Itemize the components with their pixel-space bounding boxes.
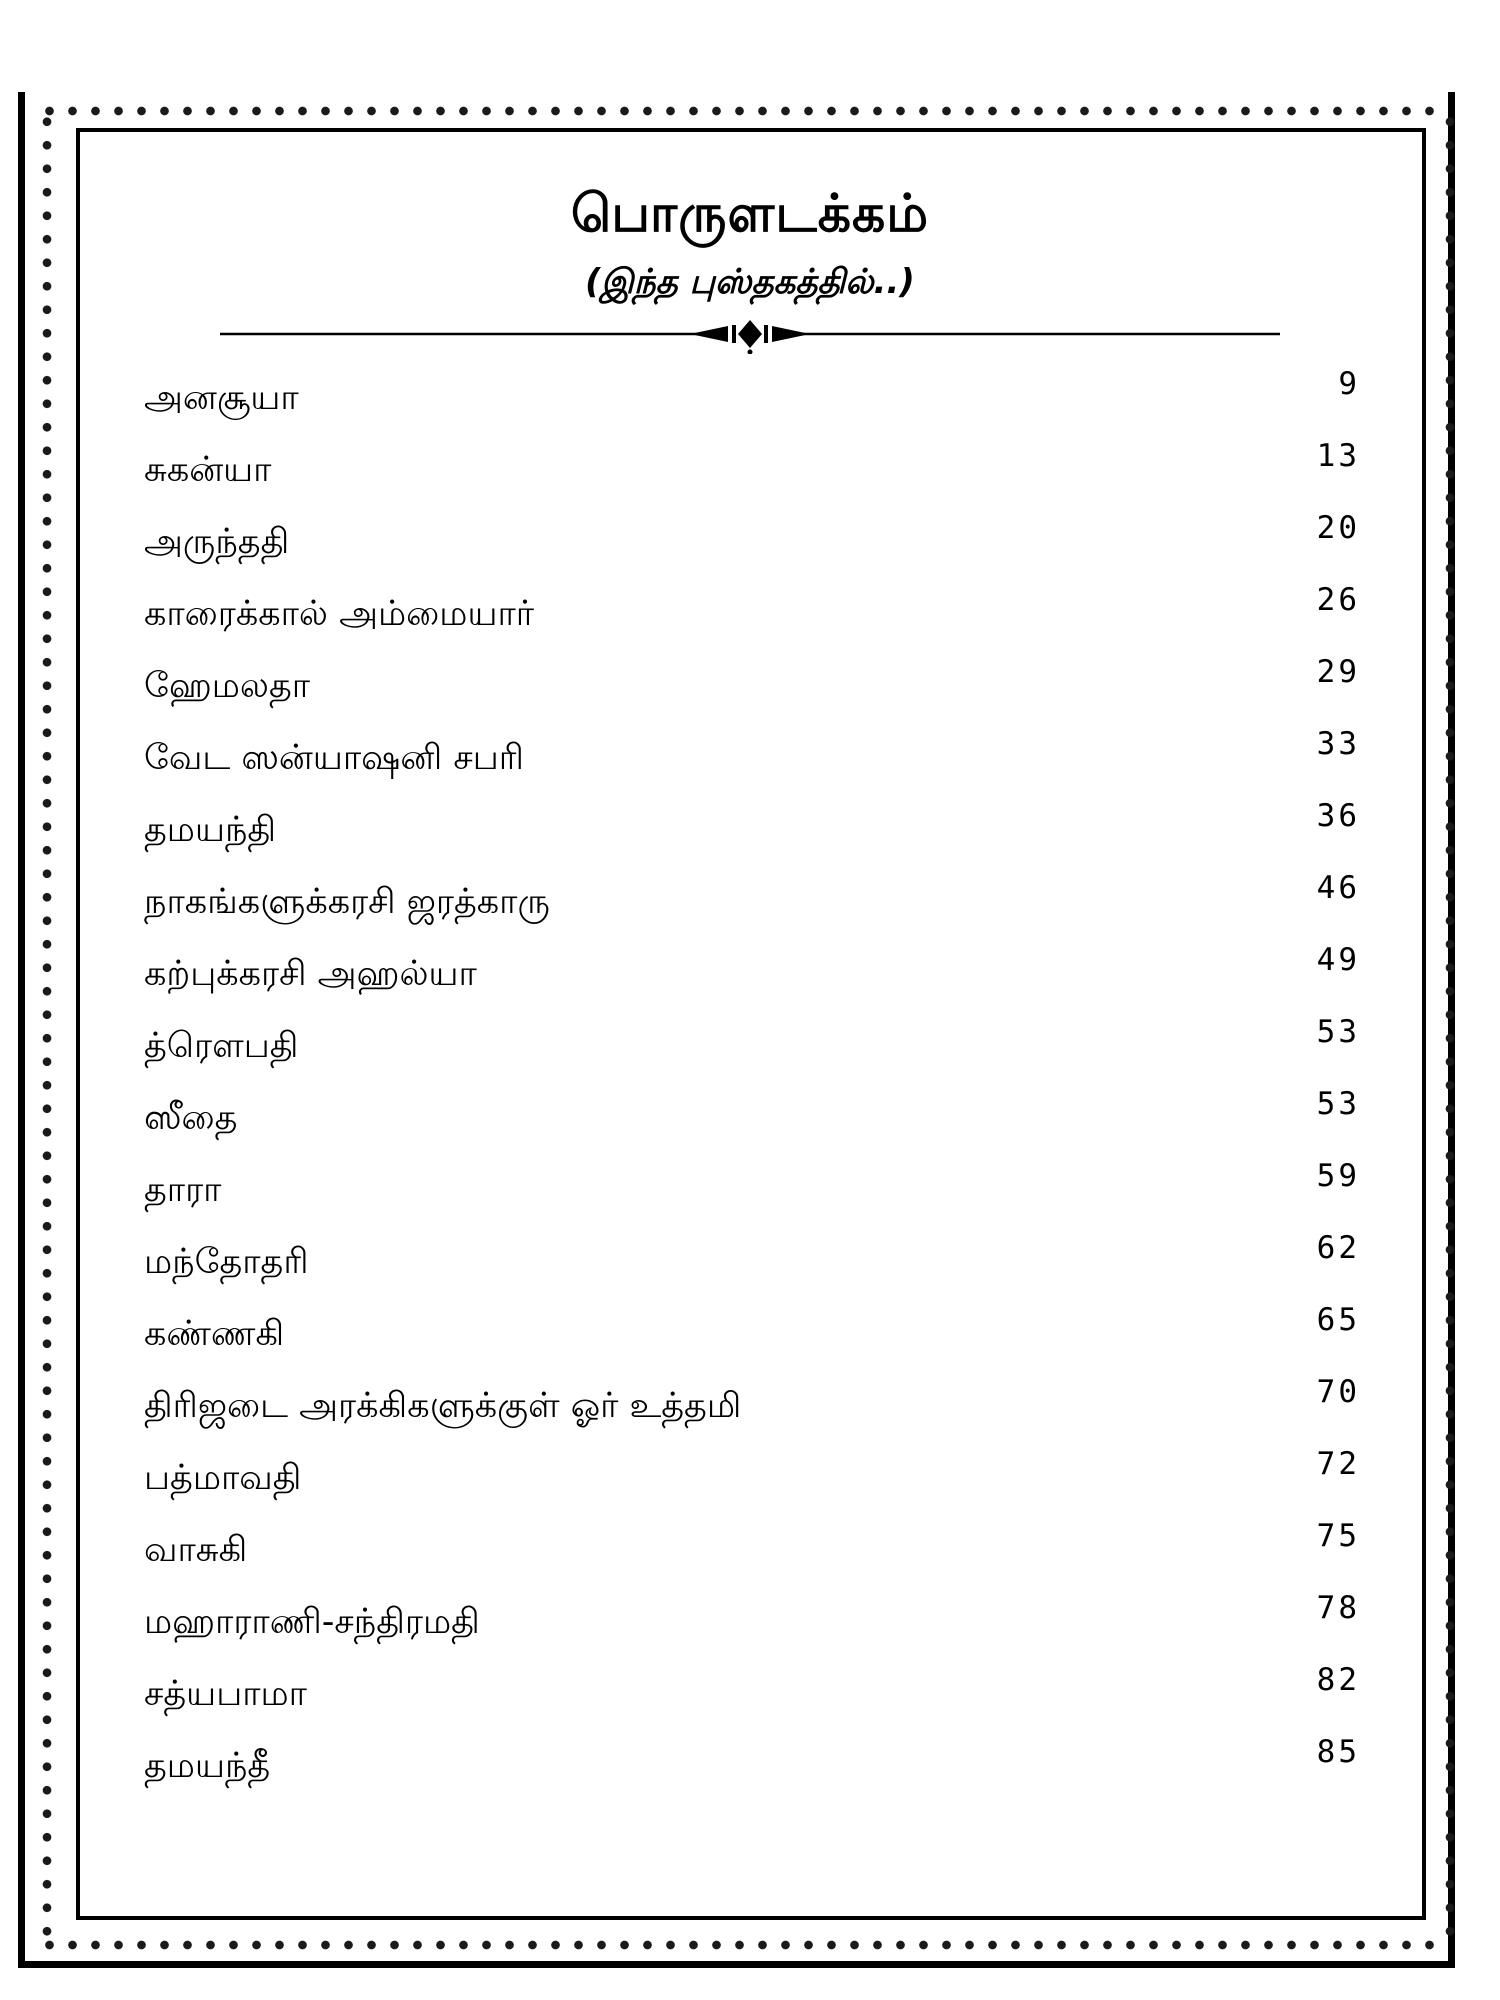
toc-entry	[144, 1374, 1360, 1458]
toc-entry-title: கண்ணகி	[144, 1314, 285, 1354]
toc-entry	[144, 1230, 1360, 1314]
toc-entry-page: 9	[1338, 366, 1360, 402]
toc-entry-page: 46	[1316, 870, 1360, 906]
toc-entry-page: 33	[1316, 726, 1360, 762]
toc-entry-title: நாகங்களுக்கரசி ஜரத்காரு	[144, 882, 550, 922]
toc-entry-page: 75	[1316, 1518, 1360, 1554]
toc-entry	[144, 1158, 1360, 1242]
toc-entry-page: 53	[1316, 1014, 1360, 1050]
toc-entry-title: தமயந்தீ	[144, 1746, 271, 1786]
toc-entry-title: ஹேமலதா	[144, 666, 311, 706]
page-title: பொருளடக்கம்	[570, 184, 930, 244]
toc-entry	[144, 798, 1360, 882]
toc-entry-title: அருந்ததி	[144, 522, 290, 562]
toc-entry	[144, 726, 1360, 810]
toc-entry-title: தமயந்தி	[144, 810, 277, 850]
dotted-border-left	[40, 110, 54, 1940]
toc-entry	[144, 1302, 1360, 1386]
toc-entry-page: 72	[1316, 1446, 1360, 1482]
toc-entry-title: ஸீதை	[144, 1098, 238, 1138]
toc-entry-title: கற்புக்கரசி அஹல்யா	[144, 954, 477, 994]
toc-entry-page: 62	[1316, 1230, 1360, 1266]
toc-entry	[144, 1014, 1360, 1098]
toc-entry-page: 53	[1316, 1086, 1360, 1122]
toc-entry	[144, 1086, 1360, 1170]
toc-entry-page: 70	[1316, 1374, 1360, 1410]
toc-entry-page: 78	[1316, 1590, 1360, 1626]
dotted-border-top	[38, 104, 1448, 118]
toc-entry-title: த்ரௌபதி	[144, 1026, 299, 1066]
toc-entry-page: 59	[1316, 1158, 1360, 1194]
toc-entry	[144, 1446, 1360, 1530]
dotted-border-right	[1443, 110, 1457, 1940]
toc-entry	[144, 1518, 1360, 1602]
page-subtitle: (இந்த புஸ்தகத்தில்..)	[585, 262, 915, 302]
toc-entry	[144, 654, 1360, 738]
toc-entry-page: 65	[1316, 1302, 1360, 1338]
toc-entry-title: பத்மாவதி	[144, 1458, 302, 1498]
toc-entry-title: வேட ஸன்யாஷனி சபரி	[144, 738, 524, 778]
toc-entry-title: மஹாராணி-சந்திரமதி	[144, 1602, 480, 1642]
toc-entry-title: அனசூயா	[144, 378, 299, 418]
toc-entry-title: காரைக்கால் அம்மையார்	[144, 594, 535, 634]
toc-entry	[144, 510, 1360, 594]
toc-entry-page: 26	[1316, 582, 1360, 618]
toc-entry-page: 13	[1316, 438, 1360, 474]
toc-entry-title: மந்தோதரி	[144, 1242, 309, 1282]
dotted-border-bottom	[38, 1938, 1448, 1952]
toc-entry	[144, 1734, 1360, 1818]
toc-entry	[144, 366, 1360, 450]
toc-entry	[144, 1590, 1360, 1674]
toc-entry	[144, 438, 1360, 522]
toc-entry	[144, 582, 1360, 666]
toc-entry	[144, 870, 1360, 954]
toc-entry	[144, 1662, 1360, 1746]
toc-entry-page: 85	[1316, 1734, 1360, 1770]
table-of-contents	[144, 366, 1360, 1818]
toc-entry-page: 49	[1316, 942, 1360, 978]
toc-entry	[144, 942, 1360, 1026]
toc-entry-page: 29	[1316, 654, 1360, 690]
toc-entry-title: சத்யபாமா	[144, 1674, 307, 1714]
toc-entry-title: வாசுகி	[144, 1530, 248, 1570]
toc-entry-page: 20	[1316, 510, 1360, 546]
divider-ornament	[220, 314, 1280, 354]
toc-entry-title: தாரா	[144, 1170, 222, 1210]
toc-entry-page: 82	[1316, 1662, 1360, 1698]
toc-entry-title: திரிஜடை அரக்கிகளுக்குள் ஓர் உத்தமி	[144, 1386, 742, 1426]
toc-entry-title: சுகன்யா	[144, 450, 272, 490]
toc-entry-page: 36	[1316, 798, 1360, 834]
